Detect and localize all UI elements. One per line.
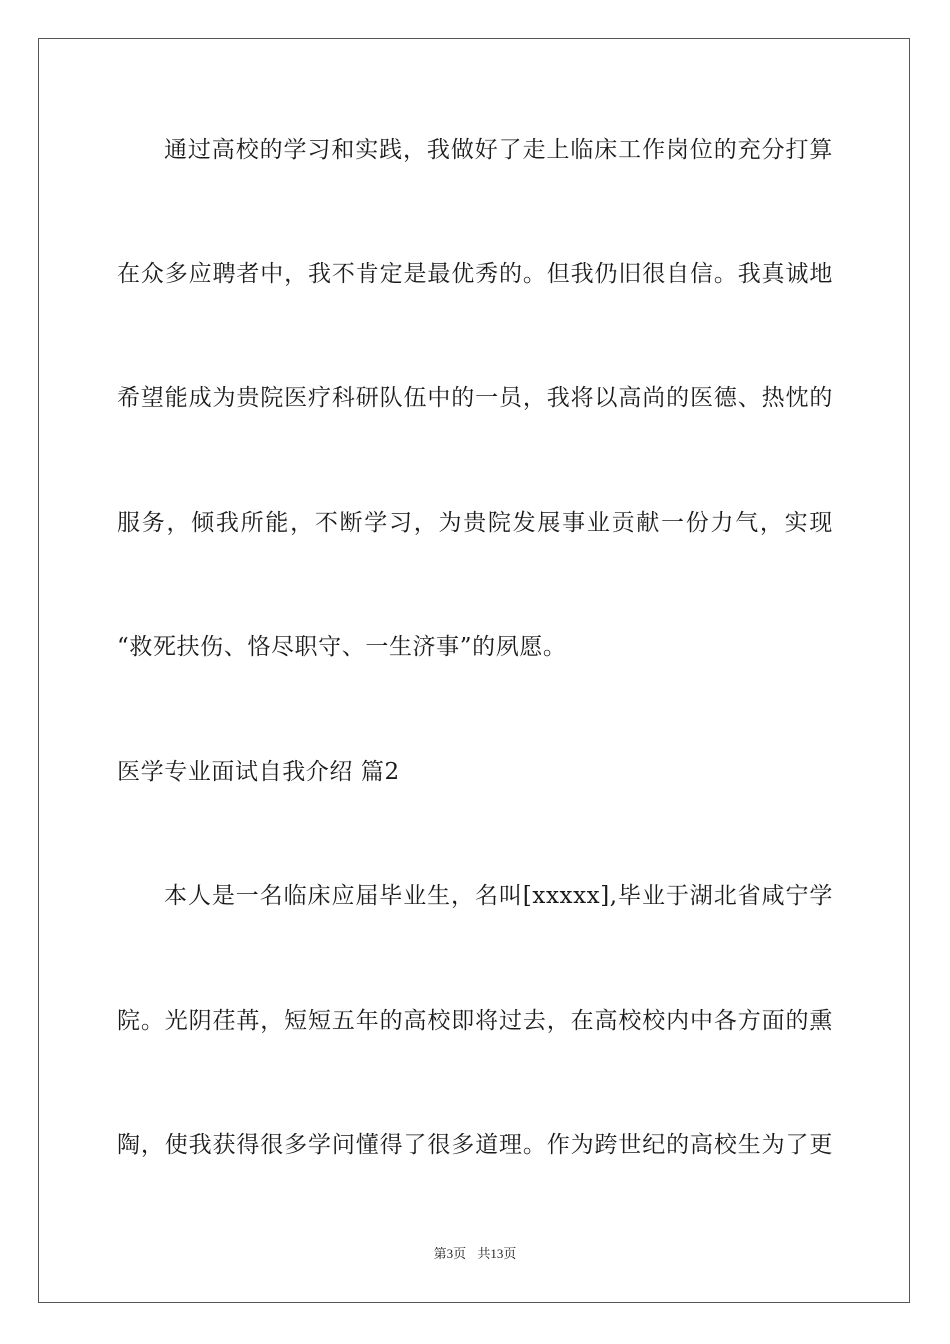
paragraph-line: 在众多应聘者中，我不肯定是最优秀的。但我仍旧很自信。我真诚地 [117, 261, 833, 287]
section-heading: 医学专业面试自我介绍 篇2 [117, 759, 400, 785]
paragraph-line: 希望能成为贵院医疗科研队伍中的一员，我将以高尚的医德、热忱的 [117, 385, 833, 411]
paragraph-line: 陶，使我获得很多学问懂得了很多道理。作为跨世纪的高校生为了更 [117, 1132, 833, 1158]
paragraph-line: 服务，倾我所能，不断学习，为贵院发展事业贡献一份力气，实现 [117, 510, 833, 536]
page-border [38, 38, 910, 1303]
page-total: 共13页 [477, 1246, 517, 1261]
paragraph-line: 通过高校的学习和实践，我做好了走上临床工作岗位的充分打算 [164, 137, 833, 163]
page-number: 第3页 [433, 1246, 467, 1261]
page-footer [0, 1245, 950, 1263]
paragraph-line: 院。光阴荏苒，短短五年的高校即将过去，在高校校内中各方面的熏 [117, 1008, 833, 1034]
paragraph-line: “救死扶伤、恪尽职守、一生济事”的夙愿。 [117, 634, 567, 660]
paragraph-line: 本人是一名临床应届毕业生，名叫[xxxxx],毕业于湖北省咸宁学 [164, 883, 833, 909]
